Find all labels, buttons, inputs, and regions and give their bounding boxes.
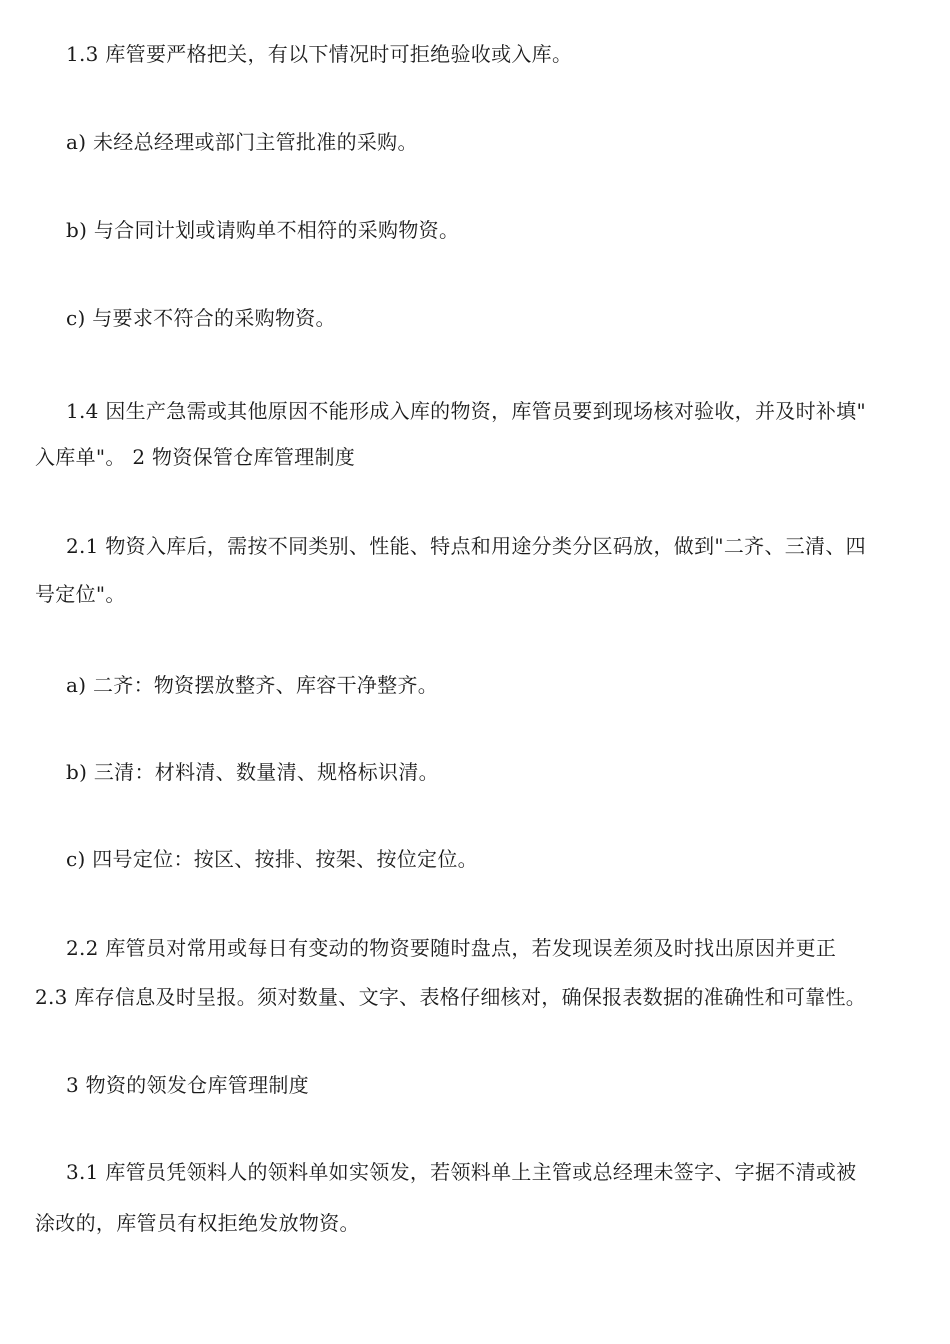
- list-item-1-3-c: c) 与要求不符合的采购物资。: [66, 306, 336, 330]
- list-item-1-3-b: b) 与合同计划或请购单不相符的采购物资。: [66, 218, 460, 242]
- paragraph-1-4: 1.4 因生产急需或其他原因不能形成入库的物资，库管员要到现场核对验收，并及时补填": [66, 399, 866, 423]
- paragraph-2-1-continuation: 号定位"。: [35, 582, 126, 606]
- paragraph-1-4-continuation: 入库单"。 2 物资保管仓库管理制度: [35, 445, 356, 469]
- paragraph-3-1: 3.1 库管员凭领料人的领料单如实领发，若领料单上主管或总经理未签字、字据不清或被: [66, 1160, 857, 1184]
- list-item-2-1-b: b) 三清：材料清、数量清、规格标识清。: [66, 760, 439, 784]
- paragraph-3-1-continuation: 涂改的，库管员有权拒绝发放物资。: [35, 1211, 360, 1235]
- paragraph-2-2: 2.2 库管员对常用或每日有变动的物资要随时盘点，若发现误差须及时找出原因并更正: [66, 936, 837, 960]
- list-item-2-1-a: a) 二齐：物资摆放整齐、库容干净整齐。: [66, 673, 439, 697]
- list-item-2-1-c: c) 四号定位：按区、按排、按架、按位定位。: [66, 847, 478, 871]
- paragraph-2-1: 2.1 物资入库后，需按不同类别、性能、特点和用途分类分区码放，做到"二齐、三清、四: [66, 534, 866, 558]
- list-item-1-3-a: a) 未经总经理或部门主管批准的采购。: [66, 130, 418, 154]
- paragraph-2-3: 2.3 库存信息及时呈报。须对数量、文字、表格仔细核对，确保报表数据的准确性和可靠性。: [35, 985, 867, 1009]
- paragraph-1-3: 1.3 库管要严格把关，有以下情况时可拒绝验收或入库。: [66, 42, 573, 66]
- section-heading-3: 3 物资的领发仓库管理制度: [66, 1073, 309, 1097]
